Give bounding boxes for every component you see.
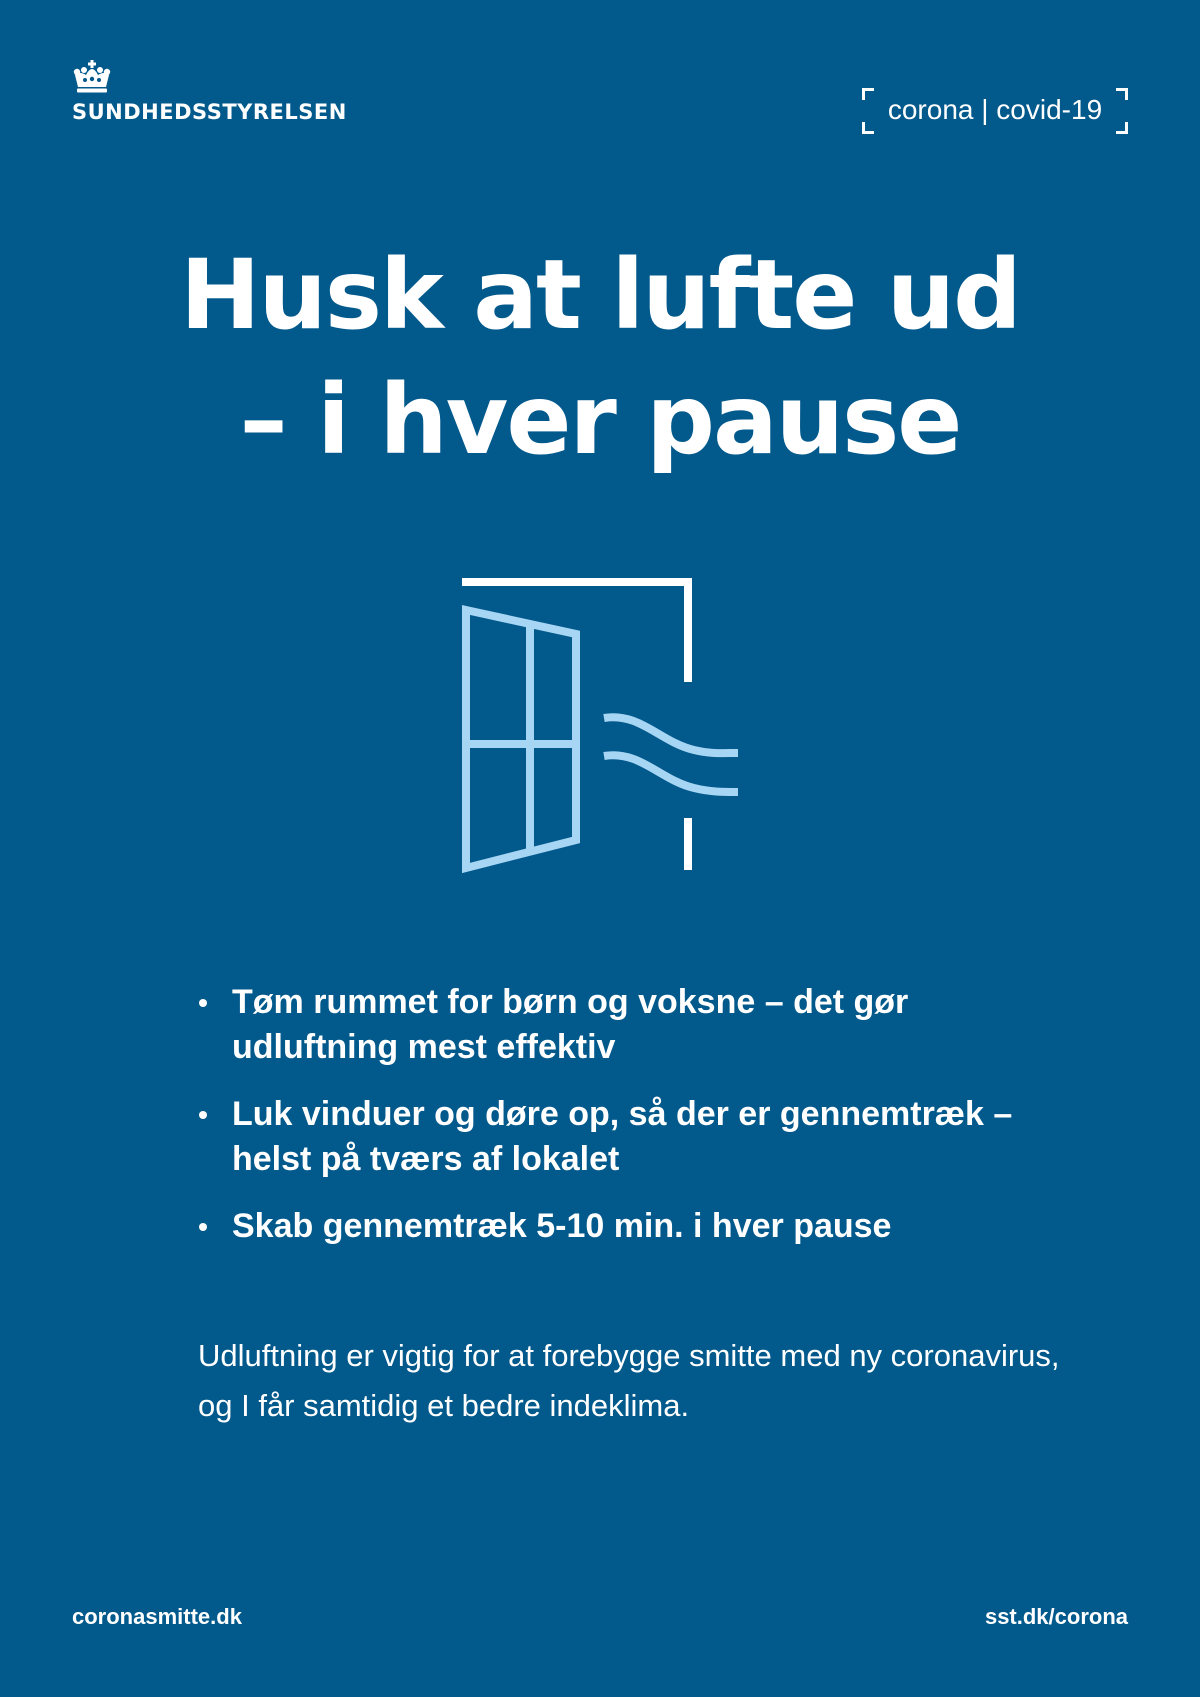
tag-label: corona | covid-19 (887, 94, 1103, 125)
bullet-item (196, 980, 1076, 1070)
logo-wordmark: SUNDHEDSSTYRELSEN (72, 100, 347, 124)
headline-line-2: – i hver pause (239, 364, 961, 476)
footer-link-coronasmitte[interactable]: coronasmitte.dk (72, 1604, 242, 1629)
bullet-text: Skab gennemtræk 5-10 min. i hver pause (232, 1207, 892, 1245)
bullet-text: Luk vinduer og døre op, så der er gennemtræk – helst på tværs af lokalet (232, 1095, 1013, 1178)
headline-line-1: Husk at lufte ud (180, 239, 1020, 351)
bullet-dot-icon (199, 999, 207, 1007)
wind-line-1 (604, 717, 738, 753)
sundhedsstyrelsen-logo (72, 60, 347, 124)
bullet-dot-icon (199, 1111, 207, 1119)
wind-line-2 (604, 755, 738, 792)
crown-icon (72, 60, 112, 96)
window-pane (466, 610, 576, 868)
body-paragraph: Udluftning er vigtig for at forebygge smitte med ny coronavirus, og I får samtidig et bedre indeklima. (198, 1338, 1060, 1423)
corona-covid-tag (862, 88, 1128, 134)
bullet-list (196, 980, 1076, 1271)
bullet-item (196, 1204, 1076, 1249)
open-window-icon (440, 570, 750, 890)
bullet-text: Tøm rummet for børn og voksne – det gør udluftning mest effektiv (232, 983, 909, 1066)
bullet-item (196, 1092, 1076, 1182)
bullet-dot-icon (199, 1223, 207, 1231)
footer-link-sst[interactable]: sst.dk/corona (984, 1604, 1128, 1629)
